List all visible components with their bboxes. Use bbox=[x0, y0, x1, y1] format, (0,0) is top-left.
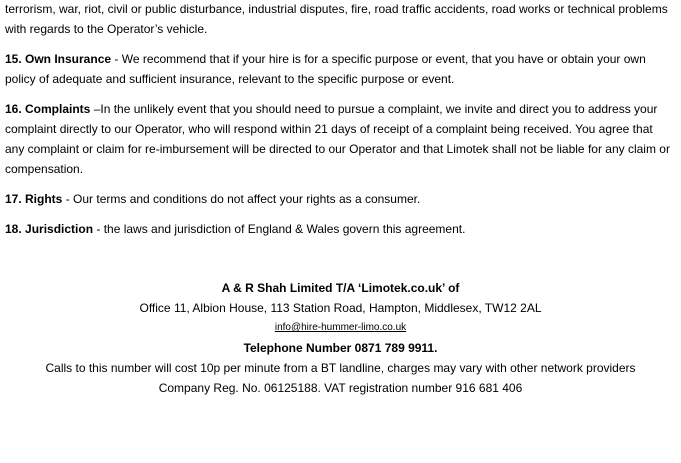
term-own-insurance bbox=[5, 49, 675, 89]
paragraph-gap bbox=[5, 179, 675, 189]
term-complaints-heading: 16. Complaints bbox=[5, 102, 91, 116]
paragraph-gap bbox=[5, 89, 675, 99]
paragraph-gap bbox=[5, 39, 675, 49]
term-jurisdiction-heading: 18. Jurisdiction bbox=[5, 222, 94, 236]
company-footer bbox=[0, 278, 681, 398]
term-complaints bbox=[5, 99, 675, 179]
telephone-number: Telephone Number 0871 789 9911. bbox=[243, 341, 438, 355]
terms-section bbox=[5, 0, 675, 239]
term-jurisdiction bbox=[5, 219, 675, 239]
term-rights-heading: 17. Rights bbox=[5, 192, 63, 206]
term-rights bbox=[5, 189, 675, 209]
paragraph-gap bbox=[5, 209, 675, 219]
term-own-insurance-heading: 15. Own Insurance bbox=[5, 52, 112, 66]
term-rights-body: - Our terms and conditions do not affect your rights as a consumer. bbox=[62, 192, 421, 206]
term-jurisdiction-body: - the laws and jurisdiction of England & Wales govern this agreement. bbox=[93, 222, 466, 236]
company-name: A & R Shah Limited T/A ‘Limotek.co.uk’ of bbox=[221, 281, 460, 295]
email-line bbox=[0, 318, 681, 338]
email-link[interactable]: info@hire-hummer-limo.co.uk bbox=[274, 322, 407, 333]
call-charges-notice: Calls to this number will cost 10p per minute from a BT landline, charges may vary with other network providers bbox=[45, 361, 636, 375]
term-own-insurance-body: - We recommend that if your hire is for a specific purpose or event, that you have or obtain your own policy of adequate and sufficient insurance, relevant to the specific purpose or event. bbox=[5, 52, 646, 86]
company-registration: Company Reg. No. 06125188. VAT registration number 916 681 406 bbox=[158, 381, 523, 395]
terms-intro-paragraph: terrorism, war, riot, civil or public disturbance, industrial disputes, fire, road traffic accidents, road works or technical problems with regards to the Operator’s vehicle. bbox=[5, 2, 668, 36]
term-complaints-body: –In the unlikely event that you should need to pursue a complaint, we invite and direct you to address your complaint directly to our Operator, who will respond within 21 days of receipt of a complaint being received. You agree that any complaint or claim for re-imbursement will be directed to our Operator and that Limotek shall not be liable for any claim or compensation. bbox=[5, 102, 670, 176]
company-address: Office 11, Albion House, 113 Station Road, Hampton, Middlesex, TW12 2AL bbox=[139, 301, 542, 315]
